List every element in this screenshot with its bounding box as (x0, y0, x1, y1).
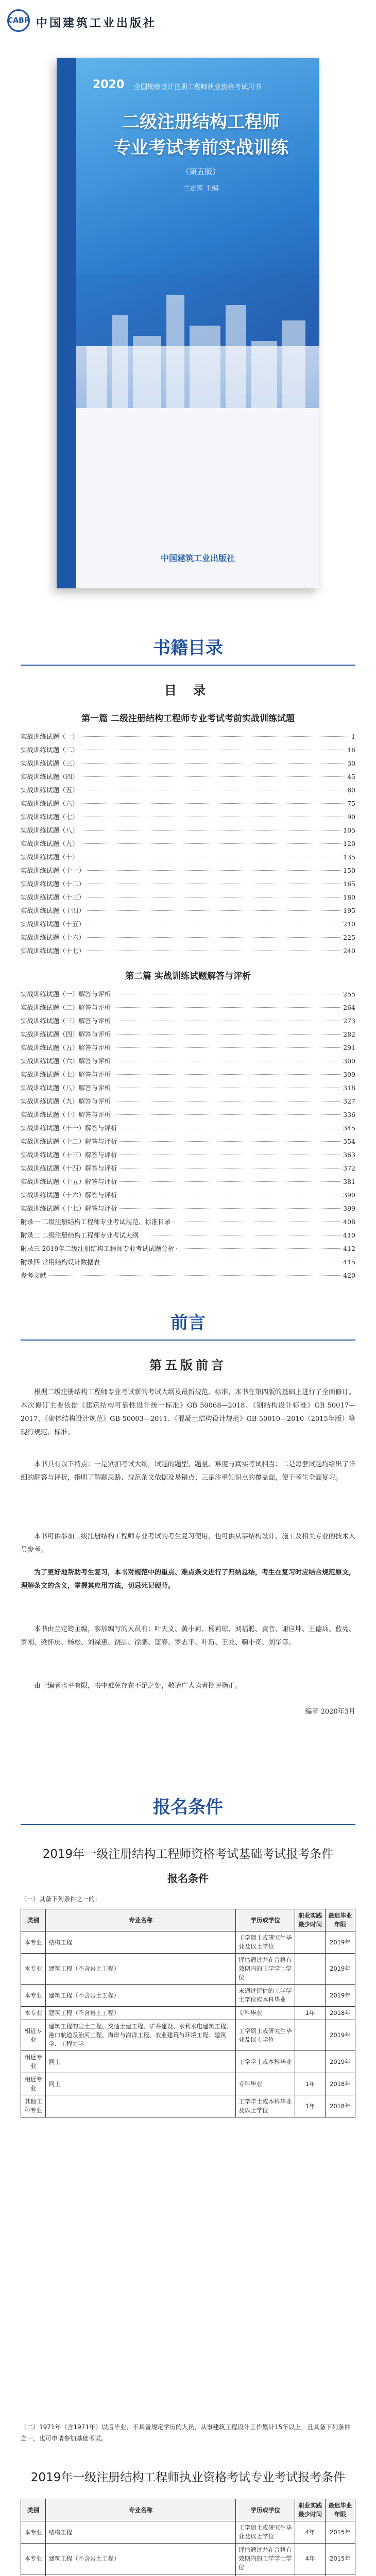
table-header-cell: 职业实践最少时间 (295, 2499, 326, 2521)
cover-series: 全国勘察设计注册工程师执业资格考试用书 (134, 83, 262, 91)
toc-leader-dots (48, 1275, 341, 1276)
toc-leader-dots (81, 830, 341, 831)
toc-entry-page: 412 (343, 1245, 355, 1252)
table-cell: 相近专业 (21, 2051, 46, 2073)
table-cell (295, 2574, 326, 2576)
toc-entry-page: 291 (343, 1044, 355, 1052)
toc-entry-page: 345 (343, 1124, 355, 1132)
toc-entry-label: 实战训练试题（六）解答与评析 (21, 1057, 111, 1065)
toc-entry-label: 实战训练试题（四） (21, 773, 79, 781)
cover-edition: （第五版） (181, 167, 220, 176)
toc-entry[interactable] (21, 1270, 355, 1284)
table-cell (295, 1954, 326, 1985)
toc-entry-page: 282 (343, 1030, 355, 1038)
toc-title: 目 录 (164, 683, 212, 698)
table-cell: 工学硕士或研究生毕业及以上学位 (236, 2020, 295, 2051)
toc-entry-page: 264 (343, 1004, 355, 1011)
toc-part2-list (21, 989, 355, 1284)
toc-entry-label: 实战训练试题（一）解答与评析 (21, 990, 111, 998)
toc-entry-page: 408 (343, 1218, 355, 1226)
toc-entry-page: 309 (343, 1071, 355, 1078)
table-cell: 2019年 (325, 1954, 355, 1985)
toc-entry[interactable] (21, 1244, 355, 1257)
toc-entry-label: 实战训练试题（十六）解答与评析 (21, 1191, 117, 1199)
table-cell: 2015年 (325, 2544, 355, 2574)
table-row (21, 2007, 355, 2020)
table-cell: 2015年 (325, 2521, 355, 2544)
toc-entry-label: 实战训练试题（十二）解答与评析 (21, 1138, 117, 1145)
toc-entry-label: 实战训练试题（十七） (21, 947, 86, 955)
toc-entry[interactable] (21, 1043, 355, 1056)
toc-entry-label: 实战训练试题（十五） (21, 920, 86, 928)
table-cell: 建筑工程（不含岩土工程） (46, 2544, 236, 2574)
requirements-table-2 (21, 2499, 355, 2576)
table-cell: 2018年 (325, 2095, 355, 2117)
requirements-section-heading: 报名条件 (153, 1797, 223, 1818)
table-cell: 工学学士或本科毕业 (236, 2051, 295, 2073)
preface-paragraph: 本书可供参加二级注册结构工程师专业考试的考生复习使用，也可供从事结构设计、施工及相关专业的技术人员参考。 (21, 1533, 356, 1554)
toc-entry-page: 273 (343, 1017, 355, 1025)
toc-entry-page: 135 (343, 853, 355, 861)
cover-year: 2020 (93, 78, 125, 91)
preface-paragraph: 为了更好地帮助考生复习，本书对规范中的重点、难点条文进行了归纳总结，考生在复习时应结合规范原文，理解条文的含义，掌握其应用方法，切忌死记硬背。 (21, 1569, 356, 1590)
table-cell: 建筑工程（不含岩土工程） (46, 2007, 236, 2020)
table-cell: 建筑工程（不含岩土工程） (46, 1954, 236, 1985)
table-cell: 2019年 (325, 2051, 355, 2073)
cover-city-illustration (76, 274, 319, 408)
toc-entry[interactable] (21, 1163, 355, 1177)
toc-entry-page: 363 (343, 1151, 355, 1159)
table-row (21, 2051, 355, 2073)
table-cell (295, 1985, 326, 2007)
table-cell: 评估通过并在合格有效期内的工学学士学位 (236, 2544, 295, 2574)
toc-entry-page: 410 (343, 1231, 355, 1239)
toc-entry-label: 实战训练试题（八）解答与评析 (21, 1084, 111, 1092)
toc-part1-list (21, 732, 355, 959)
table-row (21, 2073, 355, 2095)
toc-entry[interactable] (21, 745, 355, 758)
toc-entry-page: 415 (343, 1258, 355, 1266)
toc-entry[interactable] (21, 1110, 355, 1123)
toc-entry-label: 实战训练试题（五）解答与评析 (21, 1044, 111, 1052)
toc-entry[interactable] (21, 732, 355, 745)
toc-entry[interactable] (21, 1137, 355, 1150)
toc-entry[interactable] (21, 946, 355, 959)
toc-leader-dots (87, 937, 341, 938)
toc-entry-label: 实战训练试题（十四）解答与评析 (21, 1164, 117, 1172)
toc-entry[interactable] (21, 1217, 355, 1230)
toc-entry-page: 336 (343, 1111, 355, 1118)
table-cell: 相近专业 (21, 2073, 46, 2095)
table-header-cell: 学历或学位 (236, 1909, 295, 1931)
toc-entry-page: 240 (343, 947, 355, 955)
toc-entry-page: 150 (343, 867, 355, 874)
preface-paragraph: 本书由兰定筠主编，参加编写的人员有：叶天义、黄小莉、杨莉琼、刘福聪、黄音、谢应坤、王德兵、蓝亮、罗刚、梁怀庆、杨松、刘禄惠、饶晶、徐鹏、蓝春、罗志平、叶新、王龙、鞠小奇、刘华等。 (21, 1625, 356, 1647)
toc-leader-dots (81, 776, 346, 777)
table-cell: 工学硕士或研究生毕业及以上学位 (236, 2521, 295, 2544)
table-cell (21, 2574, 46, 2576)
table-cell: 本专业 (21, 2007, 46, 2020)
table-cell: 工学硕士或研究生毕业及以上学位 (236, 1931, 295, 1954)
requirements-divider (21, 1824, 355, 1825)
toc-entry[interactable] (21, 1083, 355, 1096)
requirements-note-1: （二）1971年（含1971年）以后毕业，不具备规定学历的人员，从事建筑工程设计工作累计15年以上，且具备下列条件之一，也可申请参加基础考试。 (21, 2424, 351, 2442)
table-cell (46, 2574, 236, 2576)
table-cell: 2018年 (325, 2073, 355, 2095)
table-cell: 2019年 (325, 2020, 355, 2051)
toc-entry-label: 实战训练试题（三） (21, 759, 79, 767)
toc-leader-dots (113, 1034, 341, 1035)
table-row (21, 1954, 355, 1985)
table-header-cell: 最迟毕业年限 (325, 2499, 355, 2521)
toc-entry-label: 实战训练试题（十二） (21, 880, 86, 888)
preface-section-heading: 前言 (170, 1313, 206, 1333)
toc-entry-label: 实战训练试题（十三） (21, 893, 86, 901)
toc-leader-dots (113, 1114, 341, 1115)
toc-leader-dots (113, 1007, 341, 1008)
toc-entry-page: 399 (343, 1205, 355, 1212)
toc-entry-page: 180 (343, 893, 355, 901)
table-header-cell: 类别 (21, 1909, 46, 1931)
requirements-title-2: 2019年一级注册结构工程师执业资格考试专业考试报考条件 (30, 2471, 346, 2484)
toc-entry-page: 30 (347, 759, 355, 767)
toc-entry[interactable] (21, 1150, 355, 1163)
toc-entry[interactable] (21, 1029, 355, 1043)
table-cell: 本专业 (21, 1931, 46, 1954)
toc-entry-label: 实战训练试题（九） (21, 840, 79, 848)
requirements-caption-1: 报名条件 (167, 1872, 209, 1885)
table-cell: 建筑工程的岩土工程、交通土建工程、矿井建设、水利水电建筑工程、港口航道及治河工程、海岸与海洋工程、农业建筑与环境工程、建筑学、工程力学 (46, 2020, 236, 2051)
table-cell: 本专业 (21, 1954, 46, 1985)
toc-entry-label: 实战训练试题（九）解答与评析 (21, 1097, 111, 1105)
toc-entry[interactable] (21, 772, 355, 785)
table-cell: 1年 (295, 2095, 326, 2117)
cover-title-line1: 二级注册结构工程师 (122, 112, 280, 132)
preface-paragraph: 根据二级注册结构工程师专业考试新的考试大纲及最新规范、标准，本书在第四版的基础上进行了全面修订。本次修订主要依据《建筑结构可靠性设计统一标准》GB 50068—2018、《钢结构设计标准》GB 50017—2017、《砌体结构设计规范》GB 50003—2011、《混凝土结构设计规范》GB 50010—2010（2015年版）等现行规范、标准。 (21, 1388, 356, 1436)
toc-entry[interactable] (21, 866, 355, 879)
toc-entry-page: 327 (343, 1097, 355, 1105)
table-header-cell: 职业实践最少时间 (295, 1909, 326, 1931)
table-cell: 1年 (295, 2073, 326, 2095)
toc-entry[interactable] (21, 892, 355, 906)
toc-entry-label: 实战训练试题（十四） (21, 907, 86, 914)
table-header-cell: 专业名称 (46, 1909, 236, 1931)
table-cell: 结构工程 (46, 1931, 236, 1954)
toc-entry-label: 附录二 二级注册结构工程师专业考试大纲 (21, 1231, 139, 1239)
toc-leader-dots (81, 803, 346, 804)
toc-entry-label: 实战训练试题（三）解答与评析 (21, 1017, 111, 1025)
toc-entry-label: 实战训练试题（二） (21, 746, 79, 754)
toc-entry[interactable] (21, 852, 355, 866)
toc-entry-label: 实战训练试题（十六） (21, 934, 86, 941)
preface-signature: 编者 2020年3月 (305, 1708, 355, 1716)
table-row (21, 2020, 355, 2051)
cover-title-line2: 专业考试考前实战训练 (113, 138, 288, 158)
table-cell (236, 2574, 295, 2576)
toc-entry-page: 354 (343, 1138, 355, 1145)
toc-entry-label: 实战训练试题（一） (21, 733, 79, 740)
toc-entry[interactable] (21, 1070, 355, 1083)
table-cell: 专科毕业 (236, 2073, 295, 2095)
toc-entry[interactable] (21, 1230, 355, 1244)
toc-leader-dots (81, 763, 346, 764)
toc-entry-page: 105 (343, 826, 355, 834)
table-cell: 2018年 (325, 2007, 355, 2020)
table-cell: 评估通过并在合格有效期内的工学学士学位 (236, 1954, 295, 1985)
table-cell: 4年 (295, 2521, 326, 2544)
cover-editor: 兰定筠 主编 (183, 185, 219, 193)
toc-entry-label: 参考文献 (21, 1272, 47, 1279)
toc-leader-dots (81, 843, 341, 844)
toc-entry-label: 实战训练试题（十五）解答与评析 (21, 1178, 117, 1185)
table-cell: 工学学士或本科毕业及以上学位 (236, 2095, 295, 2117)
toc-entry-page: 372 (343, 1164, 355, 1172)
toc-entry[interactable] (21, 812, 355, 825)
toc-entry-page: 165 (343, 880, 355, 888)
toc-entry-label: 实战训练试题（十七）解答与评析 (21, 1205, 117, 1212)
toc-entry-page: 225 (343, 934, 355, 941)
toc-entry[interactable] (21, 1003, 355, 1016)
book-spine (57, 58, 76, 588)
toc-entry-page: 390 (343, 1191, 355, 1199)
toc-entry[interactable] (21, 879, 355, 892)
toc-leader-dots (119, 1141, 341, 1142)
toc-leader-dots (176, 1248, 341, 1249)
toc-entry-page: 60 (347, 786, 355, 794)
toc-entry-page: 210 (343, 920, 355, 928)
toc-entry-page: 318 (343, 1084, 355, 1092)
toc-entry-label: 实战训练试题（五） (21, 786, 79, 794)
book-cover-section (0, 47, 376, 609)
table-header-cell: 最迟毕业年限 (325, 1909, 355, 1931)
header-bar (0, 0, 376, 47)
toc-entry-page: 120 (343, 840, 355, 848)
toc-entry[interactable] (21, 1056, 355, 1070)
table-header-row (21, 2499, 355, 2521)
table-row (21, 2574, 355, 2576)
toc-entry-label: 实战训练试题（二）解答与评析 (21, 1004, 111, 1011)
toc-entry-page: 75 (347, 800, 355, 807)
toc-leader-dots (87, 870, 341, 871)
requirements-table-1 (21, 1909, 355, 2117)
toc-entry-label: 实战训练试题（十）解答与评析 (21, 1111, 111, 1118)
publisher-logo-icon (7, 9, 30, 32)
toc-entry-label: 附录一 二级注册结构工程师专业考试规范、标准目录 (21, 1218, 171, 1226)
table-cell: 相近专业 (21, 2020, 46, 2051)
preface-divider (21, 1340, 355, 1341)
toc-entry-page: 195 (343, 907, 355, 914)
toc-leader-dots (113, 1074, 341, 1075)
toc-entry-label: 实战训练试题（六） (21, 800, 79, 807)
table-cell (295, 2020, 326, 2051)
toc-entry-label: 实战训练试题（四）解答与评析 (21, 1030, 111, 1038)
toc-entry-page: 90 (347, 813, 355, 821)
table-cell: 本专业 (21, 2521, 46, 2544)
toc-entry[interactable] (21, 825, 355, 839)
table-header-row (21, 1909, 355, 1931)
toc-entry-label: 附录四 常用结构设计数据表 (21, 1258, 100, 1266)
toc-entry[interactable] (21, 1190, 355, 1204)
toc-entry[interactable] (21, 839, 355, 852)
toc-entry-label: 附录三 2019年二级注册结构工程师专业考试试题分析 (21, 1245, 175, 1252)
toc-entry[interactable] (21, 1016, 355, 1029)
toc-entry-page: 420 (343, 1272, 355, 1279)
toc-entry[interactable] (21, 1204, 355, 1217)
publisher-name: 中国建筑工业出版社 (36, 16, 157, 30)
toc-leader-dots (119, 1208, 341, 1209)
toc-entry[interactable] (21, 758, 355, 772)
toc-part2-title: 第二篇 实战训练试题解答与评析 (125, 971, 251, 981)
logo-mark-text: CABP (7, 16, 30, 25)
toc-entry-label: 实战训练试题（七） (21, 813, 79, 821)
table-cell: 2019年 (325, 1931, 355, 1954)
toc-entry-page: 1 (351, 733, 355, 740)
table-cell: 建筑工程（不含岩土工程） (46, 1985, 236, 2007)
requirements-title-1: 2019年一级注册结构工程师资格考试基础考试报考条件 (42, 1848, 334, 1861)
toc-entry[interactable] (21, 989, 355, 1003)
table-cell: 未通过评估的工学学士学位或本科毕业 (236, 1985, 295, 2007)
toc-entry-page: 300 (343, 1057, 355, 1065)
cover-title-box (93, 109, 309, 193)
toc-entry[interactable] (21, 919, 355, 933)
table-header-cell: 专业名称 (46, 2499, 236, 2521)
toc-entry[interactable] (21, 1257, 355, 1270)
table-row (21, 2095, 355, 2117)
toc-leader-dots (113, 1047, 341, 1048)
toc-entry[interactable] (21, 933, 355, 946)
toc-entry-label: 实战训练试题（七）解答与评析 (21, 1071, 111, 1078)
toc-entry[interactable] (21, 799, 355, 812)
requirements-table1-note: （一）具备下列条件之一的： (21, 1895, 101, 1903)
toc-entry-label: 实战训练试题（十） (21, 853, 79, 861)
toc-entry-label: 实战训练试题（十一） (21, 867, 86, 874)
table-row (21, 2521, 355, 2544)
table-row (21, 1931, 355, 1954)
table-cell (295, 1931, 326, 1954)
table-cell: 1年 (295, 2007, 326, 2020)
toc-entry[interactable] (21, 1123, 355, 1137)
table-cell: 4年 (295, 2544, 326, 2574)
table-cell (46, 2095, 236, 2117)
toc-leader-dots (87, 910, 341, 911)
toc-entry-label: 实战训练试题（八） (21, 826, 79, 834)
toc-entry[interactable] (21, 1096, 355, 1110)
toc-entry[interactable] (21, 1177, 355, 1190)
toc-entry[interactable] (21, 785, 355, 799)
table-cell (325, 2574, 355, 2576)
table-cell: 本专业 (21, 1985, 46, 2007)
toc-entry-page: 255 (343, 990, 355, 998)
table-cell: 同上 (46, 2051, 236, 2073)
preface-paragraph: 本书具有以下特点：一是紧扣考试大纲，试题的题型、题量、难度与真实考试相当；二是每套试题均给出了详细的解答与评析，指明了解题思路、规范条文依据及易错点；三是注重知识点的覆盖面，便于考生全面复习。 (21, 1461, 356, 1482)
toc-entry-label: 实战训练试题（十三）解答与评析 (21, 1151, 117, 1159)
preface-paragraph: 由于编者水平有限，书中难免存在不足之处，敬请广大读者批评指正。 (34, 1682, 242, 1690)
toc-entry-label: 实战训练试题（十一）解答与评析 (21, 1124, 117, 1132)
toc-divider (21, 665, 355, 666)
toc-leader-dots (81, 736, 350, 737)
toc-section-heading: 书籍目录 (153, 638, 223, 658)
toc-entry-page: 45 (347, 773, 355, 781)
toc-entry-page: 16 (347, 746, 355, 754)
cover-publisher: 中国建筑工业出版社 (160, 553, 235, 563)
toc-entry-page: 381 (343, 1178, 355, 1185)
table-cell: 其他工科专业 (21, 2095, 46, 2117)
toc-leader-dots (119, 1181, 341, 1182)
table-header-cell: 学历或学位 (236, 2499, 295, 2521)
preface-title: 第五版前言 (149, 1358, 227, 1372)
table-header-cell: 类别 (21, 2499, 46, 2521)
table-cell (295, 2051, 326, 2073)
table-cell: 本专业 (21, 2544, 46, 2574)
book-cover (57, 58, 319, 588)
table-cell: 2019年 (325, 1985, 355, 2007)
table-cell: 专科毕业 (236, 2007, 295, 2020)
toc-part1-title: 第一篇 二级注册结构工程师专业考试考前实战训练试题 (81, 714, 295, 724)
table-cell: 结构工程 (46, 2521, 236, 2544)
table-row (21, 1985, 355, 2007)
table-row (21, 2544, 355, 2574)
table-cell: 同上 (46, 2073, 236, 2095)
toc-entry[interactable] (21, 906, 355, 919)
